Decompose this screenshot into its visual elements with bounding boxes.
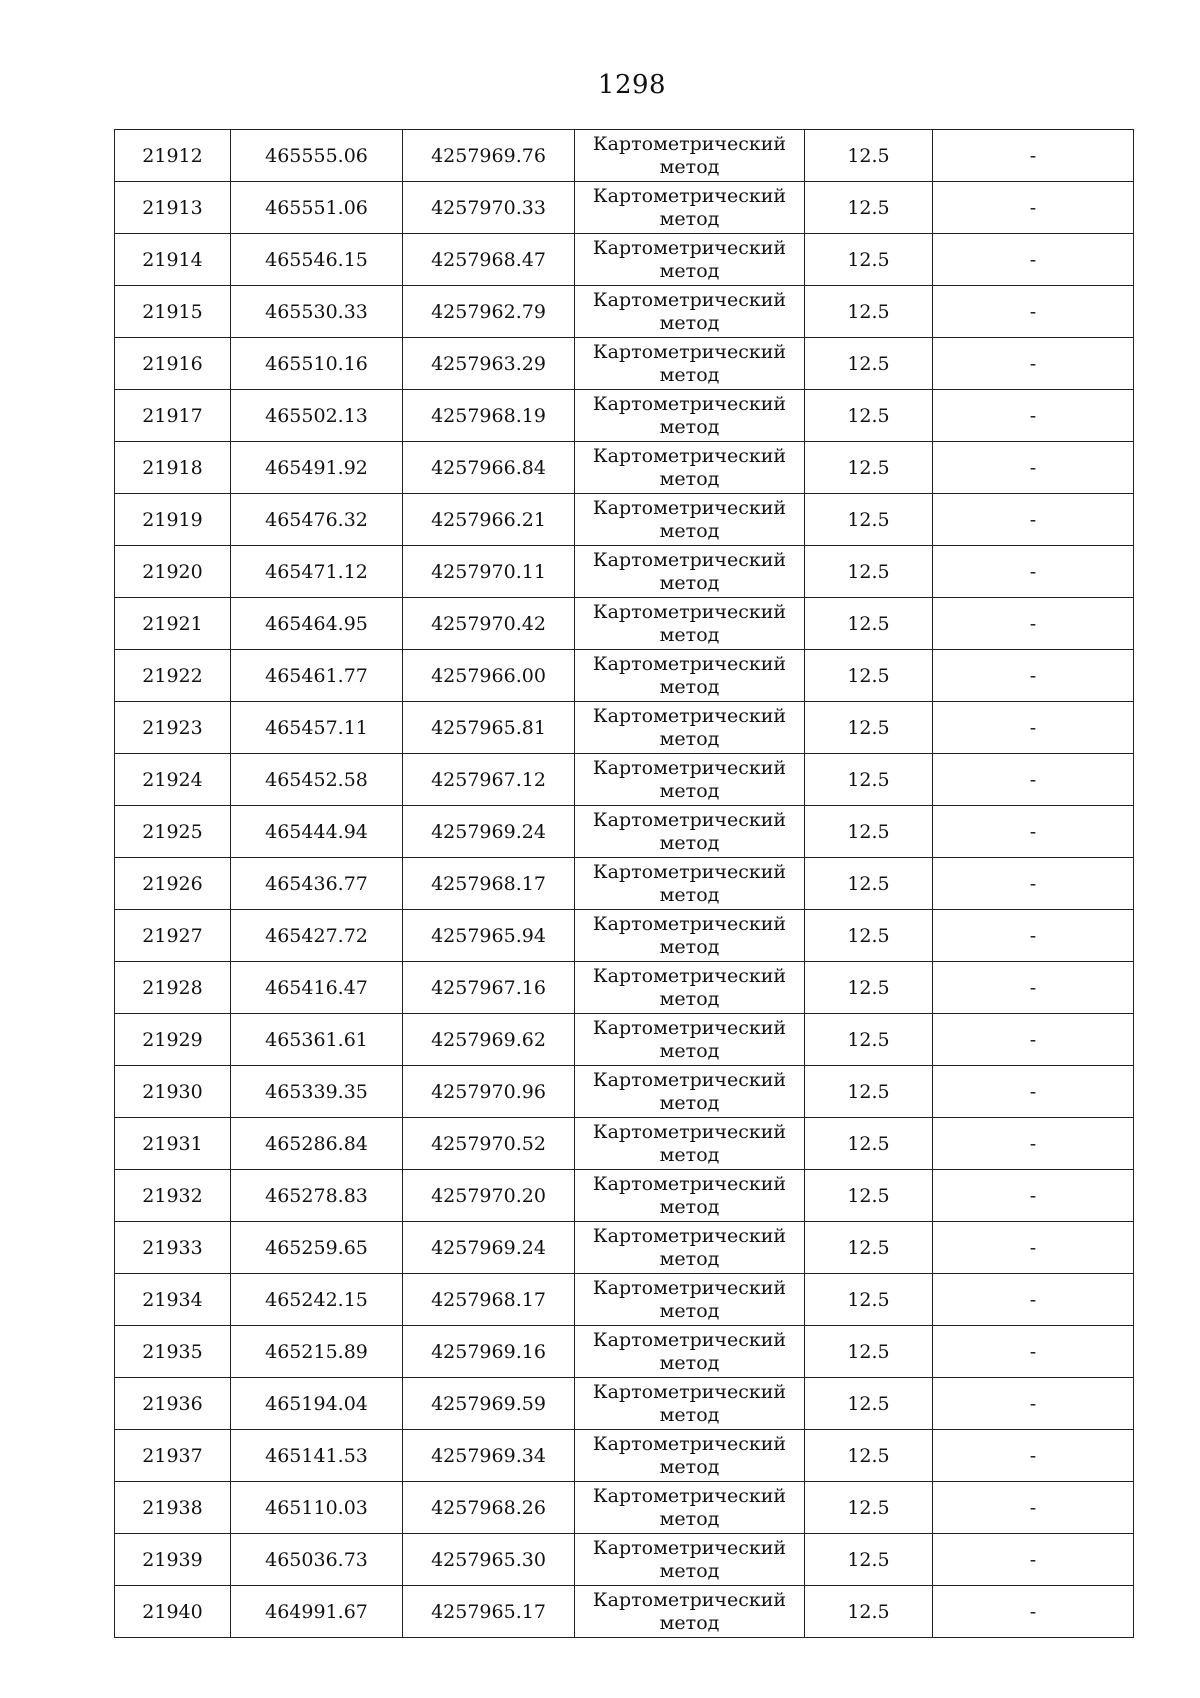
x-coordinate-cell: 465436.77 (231, 858, 403, 910)
point-number-cell: 21921 (115, 598, 231, 650)
method-cell (575, 1430, 805, 1482)
x-coordinate-cell: 465461.77 (231, 650, 403, 702)
method-cell (575, 234, 805, 286)
method-line-2: метод (659, 259, 720, 282)
note-cell: - (933, 1326, 1134, 1378)
note-cell: - (933, 1066, 1134, 1118)
method-line-2: метод (659, 883, 720, 906)
method-line-2: метод (659, 415, 720, 438)
table-row (115, 338, 1134, 390)
method-cell (575, 1534, 805, 1586)
x-coordinate-cell: 465259.65 (231, 1222, 403, 1274)
point-number-cell: 21913 (115, 182, 231, 234)
point-number-cell: 21935 (115, 1326, 231, 1378)
accuracy-cell: 12.5 (805, 1118, 933, 1170)
method-line-2: метод (659, 1559, 720, 1582)
method-line-1: Картометрический (592, 1224, 787, 1247)
x-coordinate-cell: 465476.32 (231, 494, 403, 546)
note-cell: - (933, 858, 1134, 910)
table-row (115, 754, 1134, 806)
table-row (115, 494, 1134, 546)
method-line-1: Картометрический (592, 1536, 787, 1559)
point-number-cell: 21933 (115, 1222, 231, 1274)
point-number-cell: 21930 (115, 1066, 231, 1118)
y-coordinate-cell: 4257965.30 (403, 1534, 575, 1586)
accuracy-cell: 12.5 (805, 962, 933, 1014)
method-line-2: метод (659, 1195, 720, 1218)
x-coordinate-cell: 465491.92 (231, 442, 403, 494)
table-row (115, 234, 1134, 286)
y-coordinate-cell: 4257968.17 (403, 858, 575, 910)
method-line-2: метод (659, 571, 720, 594)
x-coordinate-cell: 465215.89 (231, 1326, 403, 1378)
method-line-1: Картометрический (592, 496, 787, 519)
point-number-cell: 21914 (115, 234, 231, 286)
accuracy-cell: 12.5 (805, 806, 933, 858)
x-coordinate-cell: 465339.35 (231, 1066, 403, 1118)
accuracy-cell: 12.5 (805, 1586, 933, 1638)
method-cell (575, 1066, 805, 1118)
method-line-2: метод (659, 1299, 720, 1322)
point-number-cell: 21919 (115, 494, 231, 546)
accuracy-cell: 12.5 (805, 858, 933, 910)
note-cell: - (933, 390, 1134, 442)
method-line-2: метод (659, 935, 720, 958)
point-number-cell: 21920 (115, 546, 231, 598)
y-coordinate-cell: 4257962.79 (403, 286, 575, 338)
table-row (115, 806, 1134, 858)
y-coordinate-cell: 4257970.11 (403, 546, 575, 598)
y-coordinate-cell: 4257966.00 (403, 650, 575, 702)
point-number-cell: 21924 (115, 754, 231, 806)
accuracy-cell: 12.5 (805, 650, 933, 702)
x-coordinate-cell: 465361.61 (231, 1014, 403, 1066)
y-coordinate-cell: 4257970.42 (403, 598, 575, 650)
note-cell: - (933, 286, 1134, 338)
point-number-cell: 21937 (115, 1430, 231, 1482)
point-number-cell: 21923 (115, 702, 231, 754)
x-coordinate-cell: 465110.03 (231, 1482, 403, 1534)
x-coordinate-cell: 465444.94 (231, 806, 403, 858)
x-coordinate-cell: 465510.16 (231, 338, 403, 390)
y-coordinate-cell: 4257969.34 (403, 1430, 575, 1482)
method-cell (575, 442, 805, 494)
accuracy-cell: 12.5 (805, 910, 933, 962)
x-coordinate-cell: 465427.72 (231, 910, 403, 962)
point-number-cell: 21916 (115, 338, 231, 390)
method-line-1: Картометрический (592, 1016, 787, 1039)
coordinates-table (114, 129, 1134, 1638)
point-number-cell: 21922 (115, 650, 231, 702)
method-line-1: Картометрический (592, 1328, 787, 1351)
method-line-2: метод (659, 1039, 720, 1062)
method-cell (575, 650, 805, 702)
table-row (115, 1170, 1134, 1222)
note-cell: - (933, 650, 1134, 702)
method-cell (575, 546, 805, 598)
table-row (115, 546, 1134, 598)
method-cell (575, 1274, 805, 1326)
method-cell (575, 806, 805, 858)
note-cell: - (933, 546, 1134, 598)
y-coordinate-cell: 4257969.16 (403, 1326, 575, 1378)
note-cell: - (933, 1482, 1134, 1534)
y-coordinate-cell: 4257968.17 (403, 1274, 575, 1326)
x-coordinate-cell: 465194.04 (231, 1378, 403, 1430)
method-line-1: Картометрический (592, 912, 787, 935)
note-cell: - (933, 754, 1134, 806)
x-coordinate-cell: 465551.06 (231, 182, 403, 234)
note-cell: - (933, 1222, 1134, 1274)
point-number-cell: 21925 (115, 806, 231, 858)
table-row (115, 1430, 1134, 1482)
y-coordinate-cell: 4257965.17 (403, 1586, 575, 1638)
method-line-1: Картометрический (592, 1172, 787, 1195)
point-number-cell: 21917 (115, 390, 231, 442)
method-line-2: метод (659, 1351, 720, 1374)
y-coordinate-cell: 4257965.94 (403, 910, 575, 962)
method-line-1: Картометрический (592, 808, 787, 831)
x-coordinate-cell: 465530.33 (231, 286, 403, 338)
x-coordinate-cell: 465416.47 (231, 962, 403, 1014)
accuracy-cell: 12.5 (805, 338, 933, 390)
table-row (115, 1118, 1134, 1170)
method-line-1: Картометрический (592, 1380, 787, 1403)
accuracy-cell: 12.5 (805, 442, 933, 494)
point-number-cell: 21929 (115, 1014, 231, 1066)
point-number-cell: 21934 (115, 1274, 231, 1326)
x-coordinate-cell: 465286.84 (231, 1118, 403, 1170)
method-line-1: Картометрический (592, 652, 787, 675)
y-coordinate-cell: 4257967.12 (403, 754, 575, 806)
method-cell (575, 1014, 805, 1066)
y-coordinate-cell: 4257970.52 (403, 1118, 575, 1170)
accuracy-cell: 12.5 (805, 1274, 933, 1326)
accuracy-cell: 12.5 (805, 1534, 933, 1586)
method-cell (575, 1326, 805, 1378)
method-line-2: метод (659, 623, 720, 646)
method-line-1: Картометрический (592, 392, 787, 415)
y-coordinate-cell: 4257963.29 (403, 338, 575, 390)
point-number-cell: 21912 (115, 130, 231, 182)
y-coordinate-cell: 4257969.62 (403, 1014, 575, 1066)
method-cell (575, 754, 805, 806)
point-number-cell: 21926 (115, 858, 231, 910)
method-line-2: метод (659, 987, 720, 1010)
method-cell (575, 1378, 805, 1430)
method-line-1: Картометрический (592, 132, 787, 155)
method-line-2: метод (659, 779, 720, 802)
x-coordinate-cell: 465502.13 (231, 390, 403, 442)
table-row (115, 1482, 1134, 1534)
method-line-1: Картометрический (592, 1068, 787, 1091)
x-coordinate-cell: 464991.67 (231, 1586, 403, 1638)
y-coordinate-cell: 4257969.76 (403, 130, 575, 182)
point-number-cell: 21938 (115, 1482, 231, 1534)
point-number-cell: 21939 (115, 1534, 231, 1586)
method-line-1: Картометрический (592, 1276, 787, 1299)
table-row (115, 1274, 1134, 1326)
point-number-cell: 21940 (115, 1586, 231, 1638)
method-line-1: Картометрический (592, 964, 787, 987)
method-cell (575, 858, 805, 910)
x-coordinate-cell: 465278.83 (231, 1170, 403, 1222)
accuracy-cell: 12.5 (805, 1014, 933, 1066)
y-coordinate-cell: 4257966.21 (403, 494, 575, 546)
y-coordinate-cell: 4257968.47 (403, 234, 575, 286)
point-number-cell: 21915 (115, 286, 231, 338)
method-line-2: метод (659, 363, 720, 386)
method-line-2: метод (659, 311, 720, 334)
x-coordinate-cell: 465471.12 (231, 546, 403, 598)
accuracy-cell: 12.5 (805, 494, 933, 546)
method-line-1: Картометрический (592, 704, 787, 727)
table-row (115, 1014, 1134, 1066)
note-cell: - (933, 1274, 1134, 1326)
x-coordinate-cell: 465555.06 (231, 130, 403, 182)
table-row (115, 130, 1134, 182)
accuracy-cell: 12.5 (805, 598, 933, 650)
method-line-2: метод (659, 1403, 720, 1426)
accuracy-cell: 12.5 (805, 1066, 933, 1118)
table-row (115, 1534, 1134, 1586)
method-cell (575, 286, 805, 338)
y-coordinate-cell: 4257968.26 (403, 1482, 575, 1534)
method-cell (575, 338, 805, 390)
note-cell: - (933, 806, 1134, 858)
x-coordinate-cell: 465464.95 (231, 598, 403, 650)
y-coordinate-cell: 4257969.24 (403, 806, 575, 858)
table-row (115, 1066, 1134, 1118)
method-cell (575, 182, 805, 234)
x-coordinate-cell: 465452.58 (231, 754, 403, 806)
method-line-2: метод (659, 467, 720, 490)
note-cell: - (933, 182, 1134, 234)
table-row (115, 702, 1134, 754)
table-row (115, 962, 1134, 1014)
method-line-1: Картометрический (592, 340, 787, 363)
accuracy-cell: 12.5 (805, 1430, 933, 1482)
note-cell: - (933, 130, 1134, 182)
note-cell: - (933, 1118, 1134, 1170)
table-row (115, 1586, 1134, 1638)
page-number: 1298 (597, 70, 667, 100)
method-line-1: Картометрический (592, 288, 787, 311)
method-cell (575, 494, 805, 546)
accuracy-cell: 12.5 (805, 182, 933, 234)
point-number-cell: 21927 (115, 910, 231, 962)
method-line-1: Картометрический (592, 548, 787, 571)
method-cell (575, 1170, 805, 1222)
x-coordinate-cell: 465242.15 (231, 1274, 403, 1326)
method-line-2: метод (659, 519, 720, 542)
method-cell (575, 1482, 805, 1534)
note-cell: - (933, 338, 1134, 390)
method-line-2: метод (659, 1455, 720, 1478)
table-row (115, 1222, 1134, 1274)
point-number-cell: 21936 (115, 1378, 231, 1430)
y-coordinate-cell: 4257969.24 (403, 1222, 575, 1274)
method-line-2: метод (659, 155, 720, 178)
method-cell (575, 1586, 805, 1638)
y-coordinate-cell: 4257967.16 (403, 962, 575, 1014)
method-cell (575, 962, 805, 1014)
x-coordinate-cell: 465457.11 (231, 702, 403, 754)
note-cell: - (933, 962, 1134, 1014)
note-cell: - (933, 1170, 1134, 1222)
y-coordinate-cell: 4257970.33 (403, 182, 575, 234)
table-row (115, 1326, 1134, 1378)
method-line-2: метод (659, 1611, 720, 1634)
y-coordinate-cell: 4257968.19 (403, 390, 575, 442)
note-cell: - (933, 494, 1134, 546)
y-coordinate-cell: 4257969.59 (403, 1378, 575, 1430)
method-line-1: Картометрический (592, 184, 787, 207)
table-row (115, 182, 1134, 234)
table-row (115, 650, 1134, 702)
method-line-1: Картометрический (592, 860, 787, 883)
note-cell: - (933, 1378, 1134, 1430)
method-cell (575, 598, 805, 650)
table-row (115, 286, 1134, 338)
method-line-2: метод (659, 1143, 720, 1166)
method-line-1: Картометрический (592, 236, 787, 259)
accuracy-cell: 12.5 (805, 1482, 933, 1534)
y-coordinate-cell: 4257970.96 (403, 1066, 575, 1118)
table-row (115, 910, 1134, 962)
method-line-2: метод (659, 727, 720, 750)
accuracy-cell: 12.5 (805, 1326, 933, 1378)
point-number-cell: 21928 (115, 962, 231, 1014)
method-line-2: метод (659, 1091, 720, 1114)
method-cell (575, 1222, 805, 1274)
method-line-1: Картометрический (592, 1588, 787, 1611)
method-line-2: метод (659, 831, 720, 854)
method-line-2: метод (659, 675, 720, 698)
accuracy-cell: 12.5 (805, 754, 933, 806)
note-cell: - (933, 1014, 1134, 1066)
method-line-1: Картометрический (592, 1484, 787, 1507)
note-cell: - (933, 1534, 1134, 1586)
x-coordinate-cell: 465036.73 (231, 1534, 403, 1586)
method-cell (575, 702, 805, 754)
table-row (115, 598, 1134, 650)
method-line-1: Картометрический (592, 600, 787, 623)
note-cell: - (933, 702, 1134, 754)
table-row (115, 858, 1134, 910)
accuracy-cell: 12.5 (805, 286, 933, 338)
method-line-1: Картометрический (592, 756, 787, 779)
method-cell (575, 130, 805, 182)
method-line-2: метод (659, 207, 720, 230)
method-cell (575, 910, 805, 962)
note-cell: - (933, 442, 1134, 494)
accuracy-cell: 12.5 (805, 1170, 933, 1222)
accuracy-cell: 12.5 (805, 702, 933, 754)
method-line-2: метод (659, 1507, 720, 1530)
accuracy-cell: 12.5 (805, 1378, 933, 1430)
coordinates-table-body (115, 130, 1134, 1638)
method-line-1: Картометрический (592, 1120, 787, 1143)
point-number-cell: 21932 (115, 1170, 231, 1222)
point-number-cell: 21931 (115, 1118, 231, 1170)
method-line-1: Картометрический (592, 1432, 787, 1455)
note-cell: - (933, 1586, 1134, 1638)
y-coordinate-cell: 4257970.20 (403, 1170, 575, 1222)
y-coordinate-cell: 4257966.84 (403, 442, 575, 494)
table-row (115, 390, 1134, 442)
table-row (115, 442, 1134, 494)
x-coordinate-cell: 465546.15 (231, 234, 403, 286)
accuracy-cell: 12.5 (805, 390, 933, 442)
point-number-cell: 21918 (115, 442, 231, 494)
accuracy-cell: 12.5 (805, 130, 933, 182)
method-cell (575, 390, 805, 442)
note-cell: - (933, 1430, 1134, 1482)
y-coordinate-cell: 4257965.81 (403, 702, 575, 754)
method-line-1: Картометрический (592, 444, 787, 467)
accuracy-cell: 12.5 (805, 234, 933, 286)
note-cell: - (933, 598, 1134, 650)
accuracy-cell: 12.5 (805, 1222, 933, 1274)
note-cell: - (933, 234, 1134, 286)
x-coordinate-cell: 465141.53 (231, 1430, 403, 1482)
method-cell (575, 1118, 805, 1170)
accuracy-cell: 12.5 (805, 546, 933, 598)
method-line-2: метод (659, 1247, 720, 1270)
table-row (115, 1378, 1134, 1430)
note-cell: - (933, 910, 1134, 962)
